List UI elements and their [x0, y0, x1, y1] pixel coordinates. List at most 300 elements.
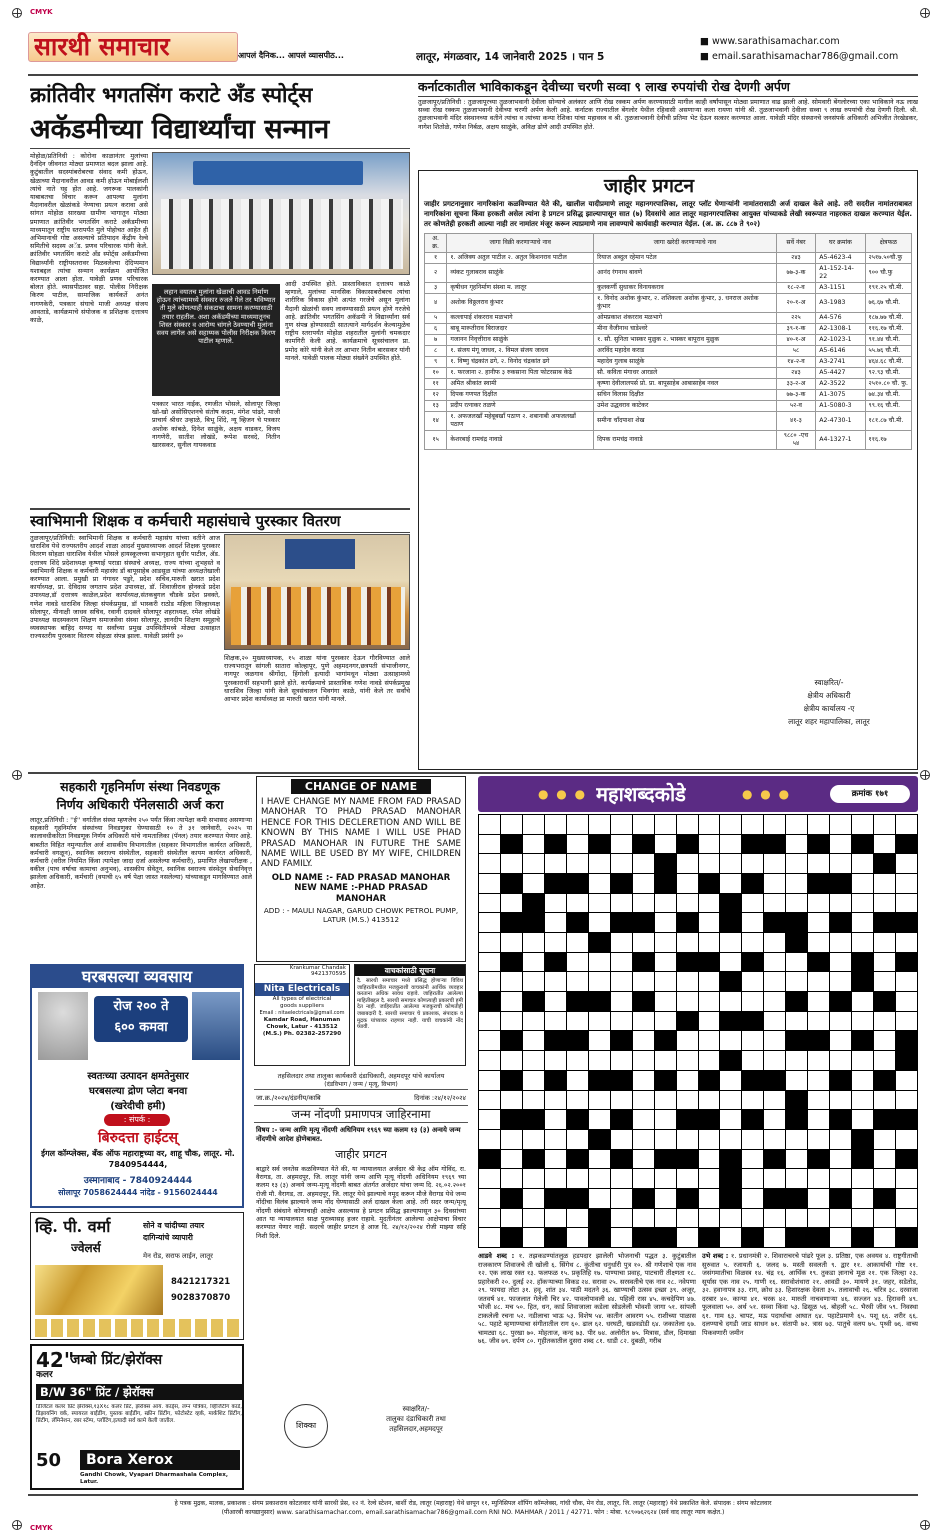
crossword-cell[interactable] [589, 913, 610, 932]
crossword-cell[interactable] [545, 972, 566, 991]
crossword-cell[interactable] [808, 1169, 829, 1188]
crossword-cell[interactable] [633, 1169, 654, 1188]
crossword-cell[interactable] [589, 815, 610, 834]
crossword-cell[interactable] [742, 854, 763, 873]
crossword-cell[interactable] [589, 1031, 610, 1050]
crossword-cell[interactable] [611, 1012, 632, 1031]
crossword-cell[interactable] [896, 815, 917, 834]
crossword-cell[interactable] [479, 1110, 500, 1129]
crossword-cell[interactable] [501, 933, 522, 952]
crossword-cell[interactable] [677, 854, 698, 873]
crossword-cell[interactable] [589, 953, 610, 972]
crossword-cell[interactable] [589, 1189, 610, 1208]
crossword-cell[interactable] [764, 1051, 785, 1070]
crossword-cell[interactable] [830, 1228, 851, 1247]
crossword-cell[interactable] [611, 854, 632, 873]
crossword-cell[interactable] [655, 1169, 676, 1188]
crossword-cell[interactable] [479, 1130, 500, 1149]
crossword-cell[interactable] [874, 874, 895, 893]
crossword-cell[interactable] [699, 1031, 720, 1050]
crossword-cell[interactable] [742, 1130, 763, 1149]
crossword-cell[interactable] [786, 1209, 807, 1228]
crossword-cell[interactable] [633, 1051, 654, 1070]
crossword-cell[interactable] [589, 1051, 610, 1070]
crossword-cell[interactable] [633, 1091, 654, 1110]
crossword-cell[interactable] [567, 1051, 588, 1070]
crossword-cell[interactable] [677, 992, 698, 1011]
crossword-cell[interactable] [830, 1169, 851, 1188]
crossword-cell[interactable] [545, 1051, 566, 1070]
crossword-cell[interactable] [852, 992, 873, 1011]
crossword-cell[interactable] [764, 972, 785, 991]
crossword-cell[interactable] [567, 953, 588, 972]
crossword-cell[interactable] [808, 894, 829, 913]
crossword-cell[interactable] [874, 933, 895, 952]
crossword-cell[interactable] [589, 1150, 610, 1169]
crossword-cell[interactable] [808, 1051, 829, 1070]
crossword-cell[interactable] [786, 1012, 807, 1031]
crossword-cell[interactable] [501, 1169, 522, 1188]
crossword-cell[interactable] [501, 972, 522, 991]
crossword-cell[interactable] [545, 1209, 566, 1228]
crossword-cell[interactable] [874, 953, 895, 972]
crossword-cell[interactable] [567, 1130, 588, 1149]
crossword-cell[interactable] [830, 894, 851, 913]
crossword-cell[interactable] [633, 874, 654, 893]
crossword-cell[interactable] [896, 933, 917, 952]
crossword-cell[interactable] [699, 894, 720, 913]
crossword-cell[interactable] [874, 1130, 895, 1149]
crossword-cell[interactable] [655, 972, 676, 991]
crossword-cell[interactable] [479, 1209, 500, 1228]
crossword-cell[interactable] [633, 1110, 654, 1129]
crossword-cell[interactable] [742, 1031, 763, 1050]
crossword-cell[interactable] [896, 1130, 917, 1149]
crossword-cell[interactable] [479, 953, 500, 972]
crossword-cell[interactable] [874, 1209, 895, 1228]
crossword-cell[interactable] [567, 972, 588, 991]
crossword-cell[interactable] [677, 1071, 698, 1090]
crossword-cell[interactable] [479, 913, 500, 932]
crossword-cell[interactable] [896, 972, 917, 991]
verma-phone-1[interactable]: 8421217321 [171, 1277, 231, 1287]
crossword-cell[interactable] [742, 1091, 763, 1110]
crossword-cell[interactable] [742, 1189, 763, 1208]
crossword-cell[interactable] [742, 815, 763, 834]
crossword-cell[interactable] [720, 1071, 741, 1090]
crossword-cell[interactable] [567, 1228, 588, 1247]
crossword-cell[interactable] [852, 1169, 873, 1188]
crossword-cell[interactable] [677, 1031, 698, 1050]
crossword-cell[interactable] [545, 1169, 566, 1188]
crossword-cell[interactable] [589, 854, 610, 873]
crossword-cell[interactable] [764, 1012, 785, 1031]
crossword-cell[interactable] [764, 874, 785, 893]
crossword-cell[interactable] [501, 815, 522, 834]
crossword-cell[interactable] [896, 1169, 917, 1188]
crossword-cell[interactable] [523, 1051, 544, 1070]
crossword-cell[interactable] [589, 972, 610, 991]
crossword-cell[interactable] [786, 874, 807, 893]
crossword-cell[interactable] [720, 992, 741, 1011]
crossword-cell[interactable] [655, 1012, 676, 1031]
crossword-cell[interactable] [764, 894, 785, 913]
crossword-cell[interactable] [808, 1091, 829, 1110]
crossword-cell[interactable] [874, 972, 895, 991]
crossword-cell[interactable] [720, 835, 741, 854]
crossword-cell[interactable] [720, 953, 741, 972]
crossword-cell[interactable] [633, 933, 654, 952]
crossword-cell[interactable] [720, 1209, 741, 1228]
crossword-cell[interactable] [699, 1209, 720, 1228]
crossword-cell[interactable] [786, 894, 807, 913]
crossword-cell[interactable] [567, 835, 588, 854]
crossword-cell[interactable] [677, 815, 698, 834]
crossword-cell[interactable] [699, 835, 720, 854]
crossword-cell[interactable] [611, 1091, 632, 1110]
crossword-cell[interactable] [545, 1012, 566, 1031]
crossword-cell[interactable] [545, 913, 566, 932]
crossword-cell[interactable] [589, 1012, 610, 1031]
crossword-cell[interactable] [545, 1110, 566, 1129]
crossword-cell[interactable] [830, 1209, 851, 1228]
crossword-cell[interactable] [852, 1012, 873, 1031]
crossword-cell[interactable] [611, 972, 632, 991]
crossword-cell[interactable] [852, 1091, 873, 1110]
crossword-cell[interactable] [786, 972, 807, 991]
crossword-cell[interactable] [742, 992, 763, 1011]
crossword-cell[interactable] [742, 1150, 763, 1169]
crossword-cell[interactable] [677, 933, 698, 952]
crossword-cell[interactable] [545, 1130, 566, 1149]
crossword-cell[interactable] [830, 972, 851, 991]
crossword-cell[interactable] [523, 835, 544, 854]
crossword-cell[interactable] [611, 1228, 632, 1247]
crossword-cell[interactable] [699, 815, 720, 834]
crossword-cell[interactable] [611, 953, 632, 972]
crossword-cell[interactable] [896, 1012, 917, 1031]
crossword-cell[interactable] [567, 894, 588, 913]
crossword-cell[interactable] [501, 1051, 522, 1070]
crossword-cell[interactable] [545, 1150, 566, 1169]
crossword-cell[interactable] [479, 933, 500, 952]
crossword-cell[interactable] [633, 1071, 654, 1090]
crossword-cell[interactable] [720, 1031, 741, 1050]
crossword-cell[interactable] [720, 854, 741, 873]
crossword-cell[interactable] [874, 1051, 895, 1070]
crossword-cell[interactable] [523, 1012, 544, 1031]
crossword-cell[interactable] [589, 1110, 610, 1129]
crossword-cell[interactable] [720, 874, 741, 893]
crossword-cell[interactable] [742, 1209, 763, 1228]
crossword-cell[interactable] [611, 894, 632, 913]
crossword-cell[interactable] [699, 933, 720, 952]
crossword-cell[interactable] [523, 972, 544, 991]
crossword-cell[interactable] [720, 1130, 741, 1149]
crossword-cell[interactable] [523, 815, 544, 834]
crossword-cell[interactable] [655, 1091, 676, 1110]
crossword-cell[interactable] [874, 1012, 895, 1031]
crossword-cell[interactable] [633, 972, 654, 991]
crossword-cell[interactable] [808, 1071, 829, 1090]
crossword-cell[interactable] [479, 894, 500, 913]
crossword-cell[interactable] [896, 992, 917, 1011]
crossword-cell[interactable] [523, 933, 544, 952]
crossword-cell[interactable] [896, 1091, 917, 1110]
crossword-cell[interactable] [523, 1071, 544, 1090]
crossword-cell[interactable] [567, 1091, 588, 1110]
crossword-cell[interactable] [655, 1130, 676, 1149]
crossword-cell[interactable] [611, 1130, 632, 1149]
crossword-cell[interactable] [808, 913, 829, 932]
crossword-cell[interactable] [699, 854, 720, 873]
crossword-cell[interactable] [764, 1228, 785, 1247]
crossword-cell[interactable] [479, 1012, 500, 1031]
crossword-cell[interactable] [699, 1189, 720, 1208]
crossword-cell[interactable] [808, 815, 829, 834]
crossword-cell[interactable] [720, 1228, 741, 1247]
crossword-cell[interactable] [567, 933, 588, 952]
crossword-cell[interactable] [633, 1150, 654, 1169]
crossword-cell[interactable] [896, 854, 917, 873]
crossword-cell[interactable] [874, 1091, 895, 1110]
crossword-cell[interactable] [611, 992, 632, 1011]
crossword-cell[interactable] [479, 1189, 500, 1208]
crossword-cell[interactable] [764, 933, 785, 952]
crossword-grid[interactable] [478, 814, 918, 1248]
crossword-cell[interactable] [677, 894, 698, 913]
crossword-cell[interactable] [479, 815, 500, 834]
crossword-cell[interactable] [852, 1110, 873, 1129]
crossword-cell[interactable] [808, 933, 829, 952]
crossword-cell[interactable] [808, 1130, 829, 1149]
crossword-cell[interactable] [852, 854, 873, 873]
crossword-cell[interactable] [764, 1209, 785, 1228]
crossword-cell[interactable] [633, 815, 654, 834]
crossword-cell[interactable] [874, 1228, 895, 1247]
crossword-cell[interactable] [523, 1209, 544, 1228]
crossword-cell[interactable] [786, 1071, 807, 1090]
crossword-cell[interactable] [808, 1110, 829, 1129]
crossword-cell[interactable] [677, 874, 698, 893]
crossword-cell[interactable] [742, 1051, 763, 1070]
crossword-cell[interactable] [523, 1169, 544, 1188]
crossword-cell[interactable] [764, 854, 785, 873]
crossword-cell[interactable] [501, 1091, 522, 1110]
crossword-cell[interactable] [479, 1031, 500, 1050]
crossword-cell[interactable] [808, 1209, 829, 1228]
crossword-cell[interactable] [742, 894, 763, 913]
crossword-cell[interactable] [786, 953, 807, 972]
crossword-cell[interactable] [655, 1110, 676, 1129]
crossword-cell[interactable] [611, 1209, 632, 1228]
crossword-cell[interactable] [523, 1189, 544, 1208]
verma-phone-2[interactable]: 9028370870 [171, 1293, 231, 1303]
crossword-cell[interactable] [655, 1051, 676, 1070]
crossword-cell[interactable] [830, 854, 851, 873]
crossword-cell[interactable] [830, 815, 851, 834]
crossword-cell[interactable] [677, 972, 698, 991]
crossword-cell[interactable] [742, 933, 763, 952]
crossword-cell[interactable] [567, 1209, 588, 1228]
crossword-cell[interactable] [699, 1130, 720, 1149]
crossword-cell[interactable] [720, 1110, 741, 1129]
crossword-cell[interactable] [764, 1110, 785, 1129]
crossword-cell[interactable] [786, 1051, 807, 1070]
crossword-cell[interactable] [874, 1031, 895, 1050]
crossword-cell[interactable] [742, 913, 763, 932]
crossword-cell[interactable] [677, 1209, 698, 1228]
crossword-cell[interactable] [852, 1051, 873, 1070]
crossword-cell[interactable] [567, 854, 588, 873]
crossword-cell[interactable] [501, 1012, 522, 1031]
crossword-cell[interactable] [896, 1071, 917, 1090]
crossword-cell[interactable] [523, 854, 544, 873]
crossword-cell[interactable] [545, 1091, 566, 1110]
crossword-cell[interactable] [677, 1130, 698, 1149]
crossword-cell[interactable] [808, 972, 829, 991]
crossword-cell[interactable] [523, 1228, 544, 1247]
crossword-cell[interactable] [786, 1130, 807, 1149]
crossword-cell[interactable] [764, 1091, 785, 1110]
crossword-cell[interactable] [677, 1051, 698, 1070]
crossword-cell[interactable] [720, 933, 741, 952]
crossword-cell[interactable] [742, 972, 763, 991]
crossword-cell[interactable] [874, 894, 895, 913]
crossword-cell[interactable] [589, 894, 610, 913]
crossword-cell[interactable] [830, 1150, 851, 1169]
crossword-cell[interactable] [896, 894, 917, 913]
crossword-cell[interactable] [764, 953, 785, 972]
crossword-cell[interactable] [523, 874, 544, 893]
crossword-cell[interactable] [501, 854, 522, 873]
crossword-cell[interactable] [611, 815, 632, 834]
crossword-cell[interactable] [830, 1012, 851, 1031]
crossword-cell[interactable] [852, 815, 873, 834]
crossword-cell[interactable] [655, 1189, 676, 1208]
crossword-cell[interactable] [633, 1130, 654, 1149]
crossword-cell[interactable] [501, 1209, 522, 1228]
crossword-cell[interactable] [764, 815, 785, 834]
crossword-cell[interactable] [720, 815, 741, 834]
crossword-cell[interactable] [633, 894, 654, 913]
crossword-cell[interactable] [852, 874, 873, 893]
crossword-cell[interactable] [808, 1189, 829, 1208]
crossword-cell[interactable] [896, 1189, 917, 1208]
crossword-cell[interactable] [764, 1031, 785, 1050]
crossword-cell[interactable] [677, 1228, 698, 1247]
crossword-cell[interactable] [501, 1130, 522, 1149]
crossword-cell[interactable] [479, 835, 500, 854]
crossword-cell[interactable] [699, 1169, 720, 1188]
crossword-cell[interactable] [874, 1169, 895, 1188]
crossword-cell[interactable] [479, 1169, 500, 1188]
crossword-cell[interactable] [808, 992, 829, 1011]
crossword-cell[interactable] [655, 913, 676, 932]
crossword-cell[interactable] [655, 894, 676, 913]
crossword-cell[interactable] [852, 913, 873, 932]
crossword-cell[interactable] [611, 1169, 632, 1188]
crossword-cell[interactable] [567, 815, 588, 834]
crossword-cell[interactable] [830, 835, 851, 854]
crossword-cell[interactable] [852, 1209, 873, 1228]
masthead-website[interactable]: ■ www.sarathisamachar.com [700, 36, 840, 47]
crossword-cell[interactable] [808, 1012, 829, 1031]
crossword-cell[interactable] [479, 972, 500, 991]
crossword-cell[interactable] [830, 953, 851, 972]
crossword-cell[interactable] [545, 854, 566, 873]
crossword-cell[interactable] [742, 1169, 763, 1188]
crossword-cell[interactable] [611, 1051, 632, 1070]
crossword-cell[interactable] [611, 1189, 632, 1208]
crossword-cell[interactable] [501, 894, 522, 913]
crossword-cell[interactable] [699, 972, 720, 991]
crossword-cell[interactable] [852, 933, 873, 952]
crossword-cell[interactable] [633, 854, 654, 873]
crossword-cell[interactable] [633, 1209, 654, 1228]
crossword-cell[interactable] [699, 1150, 720, 1169]
crossword-cell[interactable] [874, 835, 895, 854]
crossword-cell[interactable] [786, 815, 807, 834]
crossword-cell[interactable] [786, 835, 807, 854]
crossword-cell[interactable] [655, 992, 676, 1011]
crossword-cell[interactable] [545, 992, 566, 1011]
crossword-cell[interactable] [479, 874, 500, 893]
crossword-cell[interactable] [567, 1071, 588, 1090]
crossword-cell[interactable] [764, 1130, 785, 1149]
crossword-cell[interactable] [699, 1051, 720, 1070]
crossword-cell[interactable] [874, 815, 895, 834]
crossword-cell[interactable] [808, 854, 829, 873]
crossword-cell[interactable] [633, 1012, 654, 1031]
crossword-cell[interactable] [611, 933, 632, 952]
crossword-cell[interactable] [655, 815, 676, 834]
crossword-cell[interactable] [501, 1150, 522, 1169]
crossword-cell[interactable] [852, 1071, 873, 1090]
crossword-cell[interactable] [874, 1150, 895, 1169]
crossword-cell[interactable] [699, 992, 720, 1011]
crossword-cell[interactable] [479, 1051, 500, 1070]
crossword-cell[interactable] [830, 1051, 851, 1070]
crossword-cell[interactable] [523, 1091, 544, 1110]
crossword-cell[interactable] [896, 874, 917, 893]
crossword-cell[interactable] [655, 953, 676, 972]
crossword-cell[interactable] [677, 1091, 698, 1110]
crossword-cell[interactable] [699, 1091, 720, 1110]
crossword-cell[interactable] [545, 894, 566, 913]
crossword-cell[interactable] [501, 992, 522, 1011]
crossword-cell[interactable] [699, 913, 720, 932]
crossword-cell[interactable] [852, 894, 873, 913]
crossword-cell[interactable] [786, 1169, 807, 1188]
crossword-cell[interactable] [545, 933, 566, 952]
crossword-cell[interactable] [830, 1130, 851, 1149]
crossword-cell[interactable] [896, 1209, 917, 1228]
crossword-cell[interactable] [830, 1091, 851, 1110]
crossword-cell[interactable] [567, 1012, 588, 1031]
crossword-cell[interactable] [655, 933, 676, 952]
crossword-cell[interactable] [589, 874, 610, 893]
crossword-cell[interactable] [830, 1031, 851, 1050]
crossword-cell[interactable] [655, 835, 676, 854]
crossword-cell[interactable] [589, 1169, 610, 1188]
crossword-cell[interactable] [786, 854, 807, 873]
crossword-cell[interactable] [479, 1228, 500, 1247]
crossword-cell[interactable] [545, 815, 566, 834]
crossword-cell[interactable] [523, 953, 544, 972]
crossword-cell[interactable] [677, 1169, 698, 1188]
crossword-cell[interactable] [589, 1091, 610, 1110]
